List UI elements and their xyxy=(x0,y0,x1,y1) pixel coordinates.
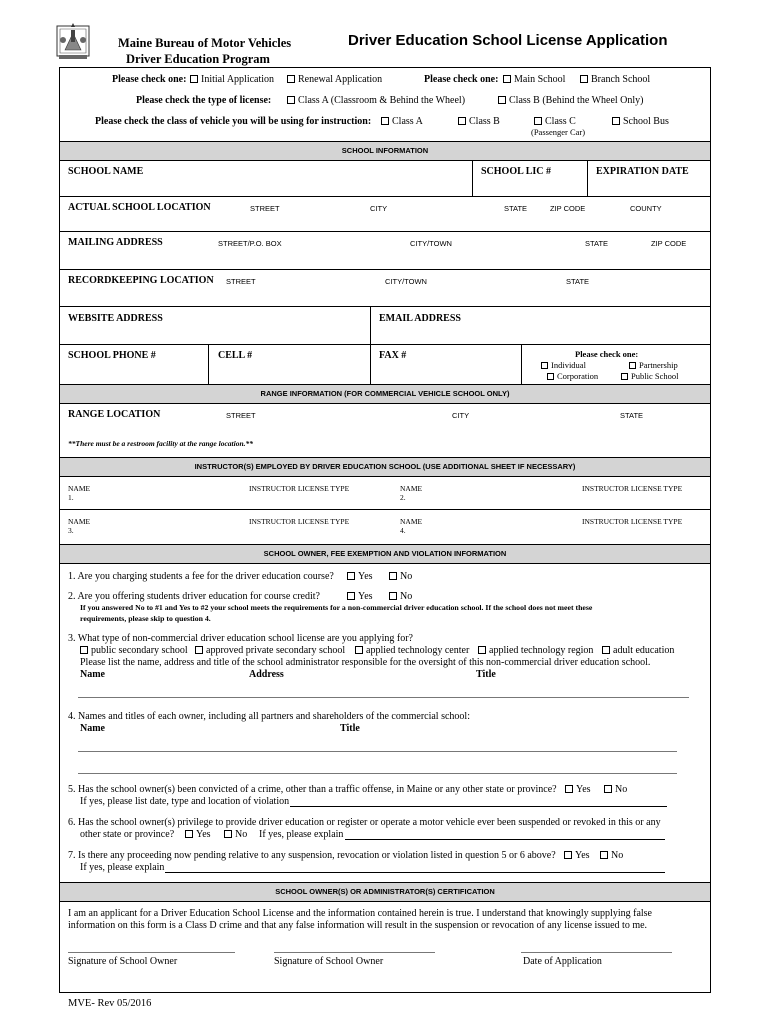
vehicle-class-b-checkbox[interactable]: Class B xyxy=(458,116,500,127)
website-label: WEBSITE ADDRESS xyxy=(68,313,163,324)
instructor-4-license-label: INSTRUCTOR LICENSE TYPE xyxy=(582,517,683,526)
q2-note-line1: If you answered No to #1 and Yes to #2 your school meets the requirements for a non-commercial driver education school. If the school does not meet these xyxy=(80,603,593,612)
restroom-note: **There must be a restroom facility at the range location.** xyxy=(68,439,253,448)
q7-no-checkbox[interactable]: No xyxy=(600,850,623,861)
question-1: 1. Are you charging students a fee for the driver education course? xyxy=(68,571,334,582)
instructor-1-name-label: NAME xyxy=(68,484,91,493)
recordkeeping-label: RECORDKEEPING LOCATION xyxy=(68,275,214,286)
mailing-state-label: STATE xyxy=(585,239,609,248)
class-b-wheel-checkbox[interactable]: Class B (Behind the Wheel Only) xyxy=(498,95,644,106)
state-seal-icon xyxy=(56,20,90,60)
q4-answer-line-1[interactable] xyxy=(78,751,677,752)
question-7: 7. Is there any proceeding now pending relative to any suspension, revocation or violation listed in question 5 or 6 above? xyxy=(68,850,556,861)
q7-followup: If yes, please explain xyxy=(80,862,165,873)
date-line[interactable] xyxy=(521,952,672,953)
school-phone-label: SCHOOL PHONE # xyxy=(68,350,156,361)
q3-public-checkbox[interactable]: public secondary school xyxy=(80,645,188,656)
actual-state-label: STATE xyxy=(504,204,528,213)
actual-city-label: CITY xyxy=(370,204,388,213)
q3-address-header: Address xyxy=(249,669,284,680)
application-type-prompt: Please check one: xyxy=(112,74,187,85)
mailing-street-label: STREET/P.O. BOX xyxy=(218,239,282,248)
instructor-3-number: 3. xyxy=(68,526,74,535)
signature-2-line[interactable] xyxy=(274,952,435,953)
public-school-checkbox[interactable]: Public School xyxy=(621,371,678,381)
form-id: MVE- Rev 05/2016 xyxy=(68,998,152,1009)
instructor-4-name-label: NAME xyxy=(400,517,423,526)
signature-1-label: Signature of School Owner xyxy=(68,956,178,967)
q1-yes-checkbox[interactable]: Yes xyxy=(347,571,373,582)
school-information-band: SCHOOL INFORMATION xyxy=(60,141,710,161)
school-name-label: SCHOOL NAME xyxy=(68,166,144,177)
q3-applied-center-checkbox[interactable]: applied technology center xyxy=(355,645,469,656)
agency-name: Maine Bureau of Motor Vehicles xyxy=(118,36,292,50)
mailing-address-label: MAILING ADDRESS xyxy=(68,237,163,248)
actual-location-label: ACTUAL SCHOOL LOCATION xyxy=(68,202,211,213)
instructor-3-license-label: INSTRUCTOR LICENSE TYPE xyxy=(249,517,350,526)
mailing-city-label: CITY/TOWN xyxy=(410,239,452,248)
instructor-4-number: 4. xyxy=(400,526,406,535)
q2-no-checkbox[interactable]: No xyxy=(389,591,412,602)
q3-name-header: Name xyxy=(80,669,105,680)
q6-no-checkbox[interactable]: No xyxy=(224,829,247,840)
license-type-prompt: Please check the type of license: xyxy=(136,95,272,106)
cell-label: CELL # xyxy=(218,350,253,361)
range-state-label: STATE xyxy=(620,411,644,420)
instructors-band: INSTRUCTOR(S) EMPLOYED BY DRIVER EDUCATION SCHOOL (USE ADDITIONAL SHEET IF NECESSARY) xyxy=(60,457,710,477)
q3-private-checkbox[interactable]: approved private secondary school xyxy=(195,645,345,656)
class-a-classroom-checkbox[interactable]: Class A (Classroom & Behind the Wheel) xyxy=(287,95,465,106)
actual-county-label: COUNTY xyxy=(630,204,662,213)
q3-applied-region-checkbox[interactable]: applied technology region xyxy=(478,645,593,656)
fax-label: FAX # xyxy=(379,350,407,361)
range-city-label: CITY xyxy=(452,411,470,420)
instructor-1-number: 1. xyxy=(68,493,74,502)
range-location-label: RANGE LOCATION xyxy=(68,409,161,420)
q3-answer-line[interactable] xyxy=(78,697,689,698)
initial-application-checkbox[interactable]: Initial Application xyxy=(190,74,274,85)
q2-note-line2: requirements, please skip to question 4. xyxy=(80,614,211,623)
vehicle-class-c-checkbox[interactable]: Class C xyxy=(534,116,576,127)
recordkeeping-city-label: CITY/TOWN xyxy=(385,277,427,286)
form-title: Driver Education School License Application xyxy=(348,32,668,49)
range-street-label: STREET xyxy=(226,411,256,420)
individual-checkbox[interactable]: Individual xyxy=(541,360,586,370)
date-of-application-label: Date of Application xyxy=(523,956,602,967)
owner-information-band: SCHOOL OWNER, FEE EXEMPTION AND VIOLATION INFORMATION xyxy=(60,544,710,564)
q4-answer-line-2[interactable] xyxy=(78,773,677,774)
vehicle-class-a-checkbox[interactable]: Class A xyxy=(381,116,423,127)
q3-list-instruction: Please list the name, address and title of the school administrator responsible for the oversight of this non-commercial driver education school. xyxy=(80,657,651,668)
actual-zip-label: ZIP CODE xyxy=(550,204,586,213)
main-school-checkbox[interactable]: Main School xyxy=(503,74,565,85)
q5-no-checkbox[interactable]: No xyxy=(604,784,627,795)
certification-text-line2: information on this form is a Class D crime and that any false information will result in the suspension or revocation of any license issued to me. xyxy=(68,920,648,931)
q7-answer-line[interactable] xyxy=(165,872,665,873)
q6-yes-checkbox[interactable]: Yes xyxy=(185,829,211,840)
q4-name-header: Name xyxy=(80,723,105,734)
school-type-prompt: Please check one: xyxy=(424,74,499,85)
question-2: 2. Are you offering students driver education for course credit? xyxy=(68,591,320,602)
instructor-2-license-label: INSTRUCTOR LICENSE TYPE xyxy=(582,484,683,493)
instructor-2-name-label: NAME xyxy=(400,484,423,493)
school-bus-checkbox[interactable]: School Bus xyxy=(612,116,669,127)
instructor-2-number: 2. xyxy=(400,493,406,502)
vehicle-class-prompt: Please check the class of vehicle you will be using for instruction: xyxy=(95,116,372,127)
school-lic-label: SCHOOL LIC # xyxy=(481,166,552,177)
q3-title-header: Title xyxy=(476,669,496,680)
q6-answer-line[interactable] xyxy=(345,839,665,840)
range-information-band: RANGE INFORMATION (FOR COMMERCIAL VEHICLE SCHOOL ONLY) xyxy=(60,384,710,404)
renewal-application-checkbox[interactable]: Renewal Application xyxy=(287,74,382,85)
recordkeeping-street-label: STREET xyxy=(226,277,256,286)
actual-street-label: STREET xyxy=(250,204,280,213)
instructor-3-name-label: NAME xyxy=(68,517,91,526)
certification-band: SCHOOL OWNER(S) OR ADMINISTRATOR(S) CERTIFICATION xyxy=(60,882,710,902)
certification-text-line1: I am an applicant for a Driver Education School License and the information contained herein is true. I understand that knowingly supplying false xyxy=(68,908,652,919)
question-6-line2: other state or province? xyxy=(80,829,175,840)
branch-school-checkbox[interactable]: Branch School xyxy=(580,74,650,85)
q5-yes-checkbox[interactable]: Yes xyxy=(565,784,591,795)
q6-followup: If yes, please explain xyxy=(259,829,344,840)
recordkeeping-state-label: STATE xyxy=(566,277,590,286)
q5-followup: If yes, please list date, type and location of violation xyxy=(80,796,290,807)
q3-adult-ed-checkbox[interactable]: adult education xyxy=(602,645,674,656)
partnership-checkbox[interactable]: Partnership xyxy=(629,360,678,370)
program-name: Driver Education Program xyxy=(126,52,270,66)
q4-title-header: Title xyxy=(340,723,360,734)
signature-2-label: Signature of School Owner xyxy=(274,956,384,967)
q2-yes-checkbox[interactable]: Yes xyxy=(347,591,373,602)
q7-yes-checkbox[interactable]: Yes xyxy=(564,850,590,861)
question-6-line1: 6. Has the school owner(s) privilege to provide driver education or register or operate a motor vehicle ever been suspended or revoked in this or any xyxy=(68,817,661,828)
question-4: 4. Names and titles of each owner, including all partners and shareholders of the commercial school: xyxy=(68,711,470,722)
instructor-1-license-label: INSTRUCTOR LICENSE TYPE xyxy=(249,484,350,493)
q5-answer-line[interactable] xyxy=(290,806,667,807)
signature-1-line[interactable] xyxy=(68,952,235,953)
question-3: 3. What type of non-commercial driver education school license are you applying for? xyxy=(68,633,413,644)
expiration-date-label: EXPIRATION DATE xyxy=(596,166,689,177)
corporation-checkbox[interactable]: Corporation xyxy=(547,371,598,381)
mailing-zip-label: ZIP CODE xyxy=(651,239,687,248)
entity-type-prompt: Please check one: xyxy=(575,349,639,359)
email-label: EMAIL ADDRESS xyxy=(379,313,461,324)
question-5: 5. Has the school owner(s) been convicted of a crime, other than a traffic offense, in Maine or any other state or province? xyxy=(68,784,557,795)
passenger-car-note: (Passenger Car) xyxy=(531,127,586,137)
q1-no-checkbox[interactable]: No xyxy=(389,571,412,582)
